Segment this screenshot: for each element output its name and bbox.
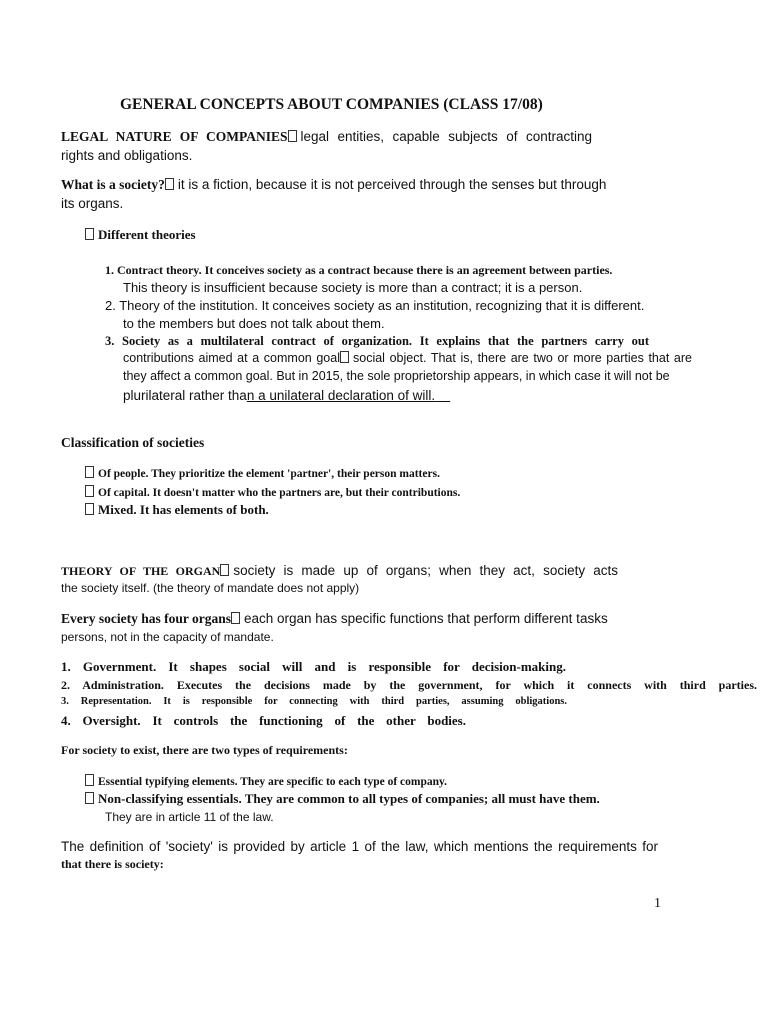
requirements-item: Essential typifying elements. They are specific to each type of company. bbox=[85, 774, 447, 788]
different-theories-heading: Different theories bbox=[85, 227, 196, 243]
organ-item-government: 1. Government. It shapes social will and is responsible for decision-making. bbox=[61, 659, 566, 674]
what-is-society-line2: its organs. bbox=[61, 196, 124, 211]
legal-nature-line1: LEGAL NATURE OF COMPANIES legal entities, capable subjects of contracting bbox=[61, 129, 592, 144]
requirements-note: They are in article 11 of the law. bbox=[105, 810, 274, 824]
requirements-item: Non-classifying essentials. They are common to all types of companies; all must have them. bbox=[85, 791, 600, 807]
organ-item-oversight: 4. Oversight. It controls the functioning of the other bodies. bbox=[61, 713, 466, 728]
classification-heading: Classification of societies bbox=[61, 435, 205, 450]
theory-3-line3: they affect a common goal. But in 2015, the sole proprietorship appears, in which case it will not be bbox=[123, 369, 670, 383]
theory-1-line2: This theory is insufficient because society is more than a contract; it is a person. bbox=[123, 280, 583, 295]
checkbox-glyph-icon bbox=[85, 774, 94, 786]
what-is-society-heading: What is a society? bbox=[61, 177, 165, 192]
checkbox-glyph-icon bbox=[340, 351, 349, 363]
checkbox-glyph-icon bbox=[85, 228, 94, 240]
checkbox-glyph-icon bbox=[220, 564, 229, 576]
theory-2-line2: to the members but does not talk about them. bbox=[123, 316, 385, 331]
organ-item-administration: 2. Administration. Executes the decisions made by the government, for which it connects with third parties. bbox=[61, 678, 757, 692]
definition-line2: that there is society: bbox=[61, 857, 164, 871]
four-organs-line2: persons, not in the capacity of mandate. bbox=[61, 630, 274, 644]
four-organs-heading: Every society has four organs bbox=[61, 611, 231, 626]
organ-line2: the society itself. (the theory of mandate does not apply) bbox=[61, 581, 360, 595]
theory-3: 3. Society as a multilateral contract of organization. It explains that the partners carry out bbox=[105, 334, 650, 348]
what-is-society-line1: What is a society? it is a fiction, because it is not perceived through the senses but through bbox=[61, 177, 607, 192]
page-title: GENERAL CONCEPTS ABOUT COMPANIES (CLASS 17/08) bbox=[120, 96, 543, 113]
organ-item-representation: 3. Representation. It is responsible for connecting with third parties, assuming obligations. bbox=[61, 696, 567, 707]
page-number: 1 bbox=[654, 896, 661, 911]
checkbox-glyph-icon bbox=[85, 503, 94, 515]
legal-nature-heading: LEGAL NATURE OF COMPANIES bbox=[61, 129, 288, 144]
theory-3-line4: plurilateral rather than a unilateral declaration of will. bbox=[123, 388, 436, 403]
organ-line1: THEORY OF THE ORGAN society is made up of organs; when they act, society acts bbox=[61, 563, 619, 578]
theory-1: 1. Contract theory. It conceives society as a contract because there is an agreement between parties. bbox=[105, 263, 613, 277]
organ-heading: THEORY OF THE ORGAN bbox=[61, 564, 221, 578]
theory-3-line2: contributions aimed at a common goal social object. That is, there are two or more parties that are bbox=[123, 351, 692, 365]
classification-item: Mixed. It has elements of both. bbox=[85, 502, 269, 518]
checkbox-glyph-icon bbox=[231, 612, 240, 624]
checkbox-glyph-icon bbox=[85, 792, 94, 804]
classification-item: Of capital. It doesn't matter who the partners are, but their contributions. bbox=[85, 485, 460, 499]
classification-item: Of people. They prioritize the element 'partner', their person matters. bbox=[85, 466, 440, 480]
requirements-heading: For society to exist, there are two types of requirements: bbox=[61, 743, 348, 757]
checkbox-glyph-icon bbox=[165, 178, 174, 190]
theory-2: 2. Theory of the institution. It conceives society as an institution, recognizing that it is different. bbox=[105, 298, 645, 313]
four-organs-line1: Every society has four organs each organ has specific functions that perform different tasks bbox=[61, 611, 608, 626]
legal-nature-line2: rights and obligations. bbox=[61, 148, 193, 163]
definition-line1: The definition of 'society' is provided by article 1 of the law, which mentions the requirements for bbox=[61, 839, 658, 854]
checkbox-glyph-icon bbox=[85, 485, 94, 497]
checkbox-glyph-icon bbox=[288, 130, 297, 142]
checkbox-glyph-icon bbox=[85, 466, 94, 478]
